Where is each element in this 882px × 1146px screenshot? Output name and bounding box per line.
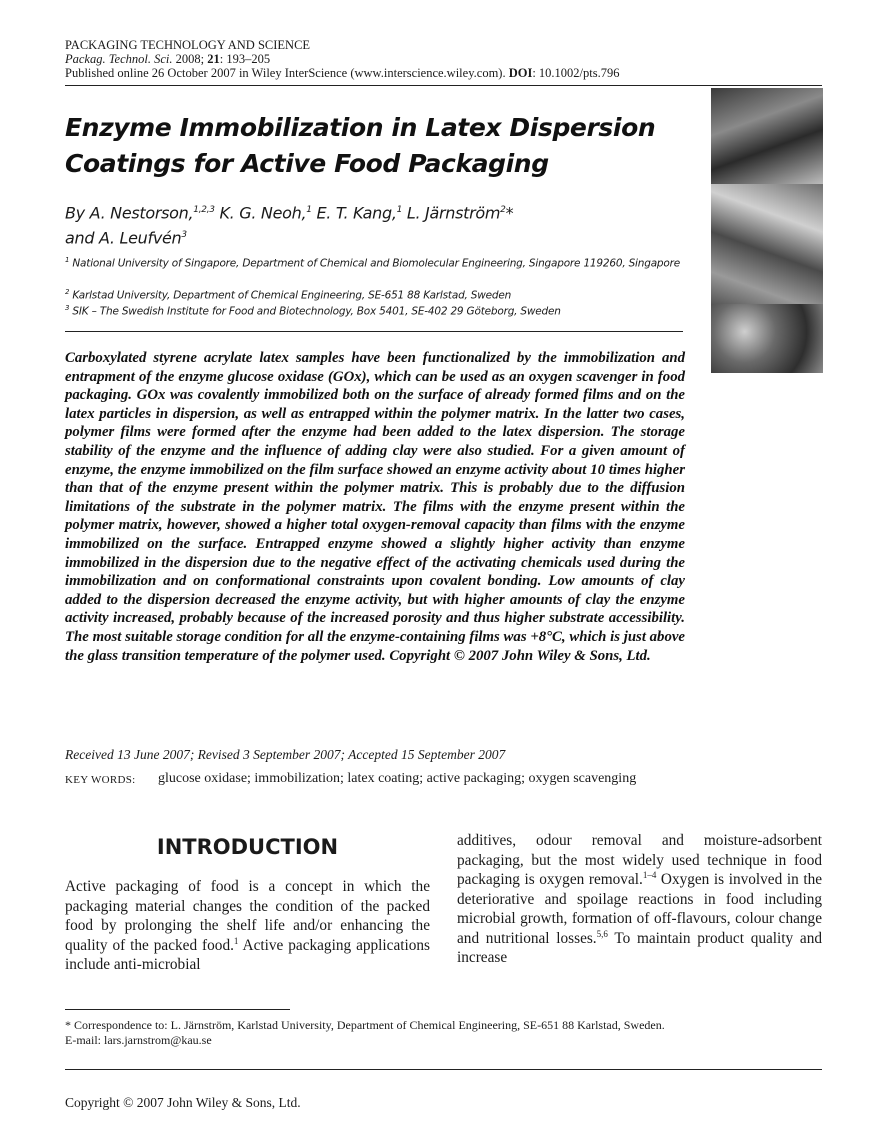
doi-label: DOI [508, 66, 533, 80]
affiliation [65, 300, 685, 320]
author-list [65, 199, 685, 250]
footer-rule [65, 1069, 822, 1070]
cover-photo-image [711, 88, 823, 184]
body-text: To maintain product quality and increase [457, 929, 822, 966]
abstract-text: Carboxylated styrene acrylate latex samples have been functionalized by the immobilization and entrapment of the enzyme glucose oxidase (GOx), which can be used as an oxygen scavenger in food packaging. GOx was covalently immobilized both on the surface of already formed films and on the latex particles in dispersion, as well as entrapped within the polymer matrix. In the latter two cases, polymer films were formed after the enzyme had been added to the latex dispersion. The storage stability of the enzyme and the influence of adding clay were also studied. For a given amount of enzyme, the enzyme immobilized on the film surface showed an enzyme activity about 10 times higher than that of the enzyme present within the polymer matrix. This is probably due to the diffusion limitations of the substrate in the polymer matrix. The films with the enzyme present within the polymer matrix, however, showed a higher total oxygen-removal capacity than films with the enzyme immobilized on the surface. Entrapped enzyme showed a slightly higher activity than enzyme immobilized in the dispersion due to the negative effect of the activating chemicals used during the immobilization and on conformational constraints upon covalent bonding. Low amounts of clay added to the dispersion decreased the enzyme activity, but with higher amounts of clay the enzyme activity increased, probably because of the increased porosity and thus higher substrate accessibility. The most suitable storage condition for all the enzyme-containing films was +8°C, which is just above the glass transition temperature of the polymer used. Copyright © 2007 John Wiley & Sons, Ltd. [65, 350, 685, 664]
author-name: E. T. Kang, [311, 203, 397, 223]
copyright-notice: Copyright © 2007 John Wiley & Sons, Ltd. [65, 1095, 301, 1110]
affiliation-number: 3 [65, 304, 70, 312]
footnote-rule [65, 1009, 290, 1010]
body-column-right [457, 831, 822, 968]
body-text: Oxygen is involved in the deteriorative and spoilage reactions in food including microbial growth, formation of off-flavours, colour change and nutritional losses. [457, 871, 823, 947]
citation-year: 2008; [175, 52, 205, 66]
author-affiliation-sup: 2 [500, 205, 506, 215]
citation-ref[interactable]: 5,6 [596, 928, 608, 939]
journal-name: PACKAGING TECHNOLOGY AND SCIENCE [65, 38, 311, 52]
received-dates: Received 13 June 2007; Revised 3 September 2007; Accepted 15 September 2007 [65, 747, 506, 762]
citation-pages: : 193–205 [219, 52, 271, 66]
affiliation-text: SIK – The Swedish Institute for Food and Biotechnology, Box 5401, SE-402 29 Göteborg, Sweden [69, 305, 561, 318]
author-affiliation-sup: 1 [396, 205, 403, 215]
body-text: Active packaging of food is a concept in which the packaging material changes the condition of the packed food by prolonging the shelf life and/or enhancing the quality of the packed food. [65, 878, 430, 954]
author-affiliation-sup: 1 [306, 205, 312, 215]
cover-photo-image [711, 184, 823, 304]
author-name: By A. Nestorson, [65, 203, 194, 223]
keywords-label: KEY WORDS: [65, 774, 136, 786]
published-text: Published online 26 October 2007 in Wiley InterScience (www.interscience.wiley.com). [65, 66, 506, 80]
citation-ref[interactable]: 1–4 [642, 869, 657, 880]
correspondence-note [65, 1018, 825, 1048]
article-title [65, 110, 685, 182]
correspondence-text: * Correspondence to: L. Järnström, Karlstad University, Department of Chemical Engineering, SE-651 88 Karlstad, Sweden. [65, 1018, 665, 1032]
author-line [65, 224, 685, 249]
corresponding-mark: * [505, 203, 514, 223]
title-line: Coatings for Active Food Packaging [65, 149, 549, 178]
citation-journal: Packag. Technol. Sci. [65, 52, 173, 66]
citation-volume: 21 [207, 52, 220, 66]
author-name: and A. Leufvén [65, 228, 182, 248]
affiliation-number: 2 [65, 288, 70, 296]
affiliation-number: 1 [65, 256, 70, 264]
keywords-text: glucose oxidase; immobilization; latex coating; active packaging; oxygen scavenging [158, 771, 637, 786]
published-line [65, 66, 620, 81]
author-name: L. Järnström [402, 203, 501, 223]
correspondence-email[interactable]: E-mail: lars.jarnstrom@kau.se [65, 1033, 212, 1047]
section-heading: INTRODUCTION [156, 835, 339, 859]
author-affiliation-sup: 1,2,3 [193, 205, 215, 215]
affiliation [65, 252, 685, 272]
title-line: Enzyme Immobilization in Latex Dispersion [65, 113, 656, 142]
affiliation-text: Karlstad University, Department of Chemical Engineering, SE-651 88 Karlstad, Sweden [69, 289, 512, 302]
citation-ref[interactable]: 1 [233, 935, 239, 946]
citation-line [65, 52, 270, 67]
title-block-rule [65, 331, 683, 332]
body-column-left [65, 877, 430, 975]
author-line [65, 199, 685, 224]
body-text: additives, odour removal and moisture-adsorbent packaging, but the most widely used technique in food packaging is oxygen removal. [457, 832, 822, 888]
cover-photo-strip [711, 88, 823, 373]
author-name: K. G. Neoh, [214, 203, 307, 223]
body-text: Active packaging applications include anti-microbial [65, 936, 430, 973]
header-rule [65, 85, 822, 86]
doi-value[interactable]: : 10.1002/pts.796 [532, 66, 620, 80]
affiliation-text: National University of Singapore, Department of Chemical and Biomolecular Engineering, Singapore 119260, Singapore [69, 257, 680, 270]
cover-photo-image [711, 304, 823, 373]
author-affiliation-sup: 3 [181, 230, 187, 241]
